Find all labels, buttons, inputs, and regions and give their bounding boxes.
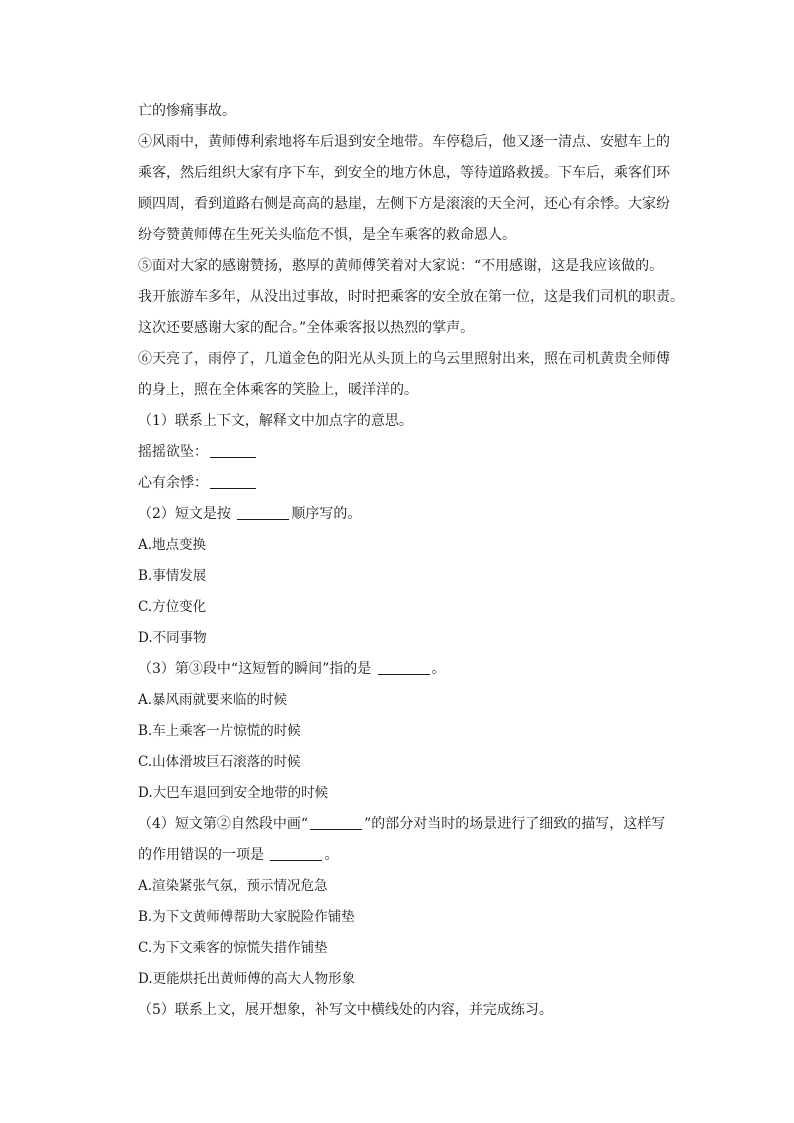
question-2-prompt-after: 顺序写的。 — [291, 506, 362, 522]
question-4-prompt-line2-before: 的作用错误的一项是 — [138, 847, 269, 863]
paragraph-line: ⑤面对大家的感谢赞扬，憨厚的黄师傅笑着对大家说：“不用感谢，这是我应该做的。 — [138, 258, 664, 274]
option-a: A.暴风雨就要来临的时候 — [138, 692, 288, 708]
paragraph-line: 亡的惨痛事故。 — [138, 103, 236, 119]
option-b: B.车上乘客一片惊慌的时候 — [138, 723, 301, 739]
paragraph-line: 我开旅游车多年，从没出过事故，时时把乘客的安全放在第一位，这是我们司机的职责。 — [138, 289, 684, 305]
paragraph-line: 的身上，照在全体乘客的笑脸上，暖洋洋的。 — [138, 382, 418, 398]
option-c: C.为下文乘客的惊慌失措作铺垫 — [138, 940, 328, 956]
question-3-prompt — [138, 654, 678, 685]
answer-blank[interactable] — [378, 660, 430, 675]
question-4-prompt-line2-after: 。 — [324, 847, 339, 863]
question-3-prompt-before: （3）第③段中“这短暂的瞬间”指的是 — [138, 661, 376, 677]
paragraph-line: ⑥天亮了，雨停了，几道金色的阳光从头顶上的乌云里照射出来，照在司机黄贵全师傅 — [138, 351, 670, 367]
question-4-prompt — [138, 809, 678, 840]
question-2-prompt-before: （2）短文是按 — [138, 506, 236, 522]
answer-blank[interactable] — [310, 815, 362, 830]
answer-blank[interactable] — [210, 474, 256, 489]
option-b: B.为下文黄师傅帮助大家脱险作铺垫 — [138, 909, 355, 925]
paragraph-line: 这次还要感谢大家的配合。”全体乘客报以热烈的掌声。 — [138, 320, 475, 336]
question-1-item2-label: 心有余悸： — [138, 475, 208, 491]
answer-blank[interactable] — [210, 443, 256, 458]
option-c: C.方位变化 — [138, 599, 207, 615]
question-1-prompt: （1）联系上下文，解释文中加点字的意思。 — [138, 413, 413, 429]
option-d: D.不同事物 — [138, 630, 207, 646]
question-4-prompt-before: （4）短文第②自然段中画“ — [138, 816, 309, 832]
paragraph-line: ④风雨中，黄师傅利索地将车后退到安全地带。车停稳后，他又逐一清点、安慰车上的 — [138, 134, 670, 150]
question-1-item — [138, 437, 678, 468]
option-a: A.渲染紧张气氛，预示情况危急 — [138, 878, 328, 894]
question-1-item1-label: 摇摇欲坠： — [138, 444, 208, 460]
question-3-prompt-after: 。 — [431, 661, 446, 677]
paragraph-line: 乘客，然后组织大家有序下车，到安全的地方休息，等待道路救援。下车后，乘客们环 — [138, 165, 670, 181]
question-4-prompt-line2 — [138, 840, 678, 871]
option-b: B.事情发展 — [138, 568, 207, 584]
option-d: D.大巴车退回到安全地带的时候 — [138, 785, 329, 801]
answer-blank[interactable] — [270, 846, 322, 861]
document-page — [138, 96, 684, 1026]
question-1-item — [138, 468, 678, 499]
option-d: D.更能烘托出黄师傅的高大人物形象 — [138, 971, 356, 987]
question-2-prompt — [138, 499, 678, 530]
option-a: A.地点变换 — [138, 537, 207, 553]
question-5-prompt: （5）联系上文，展开想象，补写文中横线处的内容，并完成练习。 — [138, 1002, 553, 1018]
paragraph-line: 顾四周，看到道路右侧是高高的悬崖，左侧下方是滚滚的天全河，还心有余悸。大家纷 — [138, 196, 670, 212]
paragraph-line: 纷夸赞黄师傅在生死关头临危不惧，是全车乘客的救命恩人。 — [138, 227, 516, 243]
answer-blank[interactable] — [237, 505, 289, 520]
question-4-prompt-after: ”的部分对当时的场景进行了细致的描写，这样写 — [364, 816, 666, 832]
option-c: C.山体滑坡巨石滚落的时候 — [138, 754, 301, 770]
